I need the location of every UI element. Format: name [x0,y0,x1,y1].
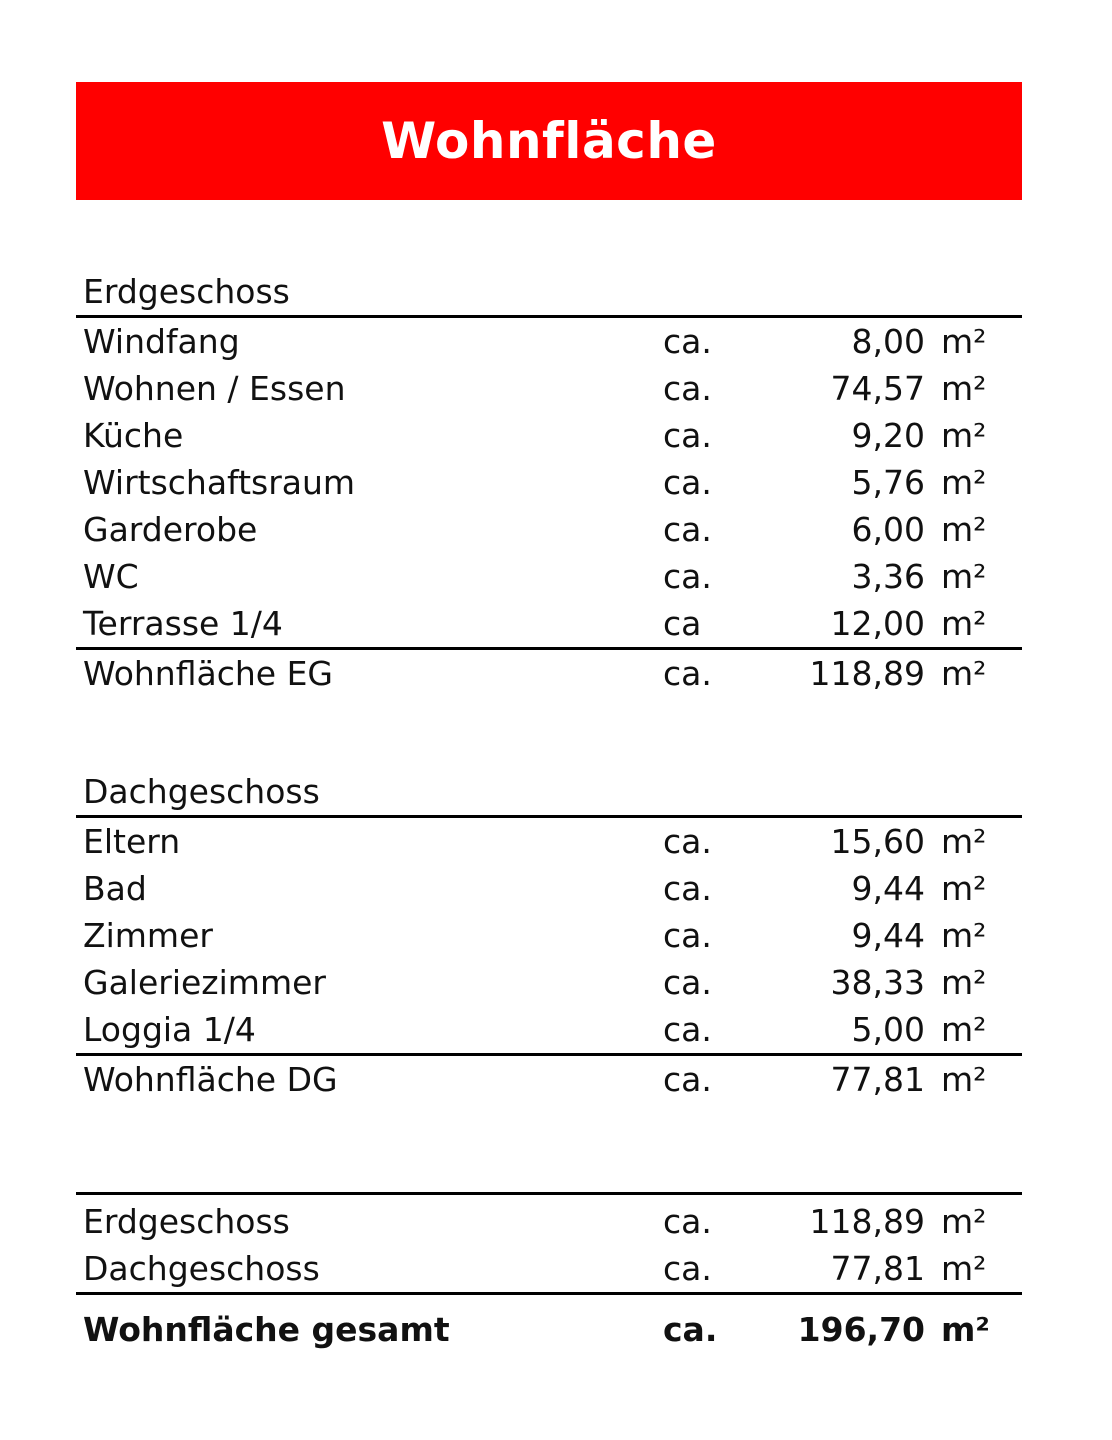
row-ca: ca. [663,322,712,361]
row-value: 118,89 [809,1202,925,1241]
title-banner [76,82,1022,200]
row-ca: ca. [663,654,712,693]
row-unit: m² [941,822,987,861]
row-value: 3,36 [851,557,925,596]
total-row [76,647,1022,697]
row-ca: ca. [663,416,712,455]
row-value: 77,81 [830,1060,925,1099]
row-unit: m² [941,557,987,596]
table-row [76,553,1022,600]
table-row [76,865,1022,912]
row-name: Galeriezimmer [83,963,326,1002]
table-row [76,912,1022,959]
row-value: 15,60 [830,822,925,861]
row-unit: m² [941,604,987,643]
page-title: Wohnfläche [381,112,717,170]
row-unit: m² [941,1202,987,1241]
row-value: 77,81 [830,1249,925,1288]
table-row [76,365,1022,412]
row-unit: m² [941,322,987,361]
row-ca: ca. [663,369,712,408]
row-value: 9,44 [851,916,925,955]
row-ca: ca. [663,1249,712,1288]
row-ca: ca. [663,822,712,861]
row-unit: m² [941,416,987,455]
row-name: Erdgeschoss [83,1202,290,1241]
row-value: 6,00 [851,510,925,549]
row-value: 5,00 [851,1010,925,1049]
row-ca: ca. [663,963,712,1002]
row-name: Terrasse 1/4 [83,604,283,643]
row-ca: ca. [663,916,712,955]
row-name: Wohnen / Essen [83,369,346,408]
row-unit: m² [941,1010,987,1049]
total-row [76,1053,1022,1103]
row-unit: m² [941,869,987,908]
row-unit: m² [941,1249,987,1288]
row-name: Dachgeschoss [83,1249,320,1288]
table-row [76,959,1022,1006]
section-erdgeschoss [76,269,1022,697]
row-name: Wirtschaftsraum [83,463,356,502]
row-unit: m² [941,510,987,549]
row-unit: m² [941,369,987,408]
row-unit: m² [941,963,987,1002]
row-value: 9,20 [851,416,925,455]
table-row [76,459,1022,506]
row-name: Wohnfläche DG [83,1060,338,1099]
row-ca: ca. [663,1310,718,1349]
row-name: Loggia 1/4 [83,1010,256,1049]
row-value: 38,33 [830,963,925,1002]
row-ca: ca. [663,510,712,549]
row-value: 118,89 [809,654,925,693]
row-value: 74,57 [830,369,925,408]
table-row [76,506,1022,553]
row-value: 196,70 [797,1310,925,1349]
row-unit: m² [941,654,987,693]
row-unit: m² [941,1060,987,1099]
row-name: Eltern [83,822,181,861]
row-name: Wohnfläche EG [83,654,333,693]
row-name: WC [83,557,139,596]
row-name: Garderobe [83,510,258,549]
row-ca: ca. [663,1010,712,1049]
table-row [76,1006,1022,1053]
row-name: Bad [83,869,147,908]
row-name: Zimmer [83,916,213,955]
row-ca: ca. [663,1202,712,1241]
row-ca: ca. [663,463,712,502]
row-unit: m² [941,463,987,502]
grand-total-row [76,1292,1022,1365]
section-heading: Dachgeschoss [76,769,1022,818]
row-name: Windfang [83,322,240,361]
table-row [76,818,1022,865]
table-row [76,1245,1022,1292]
row-name: Wohnfläche gesamt [83,1310,450,1349]
table-row [76,1198,1022,1245]
row-ca: ca. [663,1060,712,1099]
section-summary [76,1192,1022,1365]
row-ca: ca [663,604,702,643]
section-heading: Erdgeschoss [76,269,1022,318]
table-row [76,600,1022,647]
row-value: 12,00 [830,604,925,643]
row-value: 5,76 [851,463,925,502]
section-dachgeschoss [76,769,1022,1103]
table-row [76,318,1022,365]
row-ca: ca. [663,557,712,596]
row-value: 9,44 [851,869,925,908]
row-value: 8,00 [851,322,925,361]
row-unit: m² [941,916,987,955]
table-row [76,412,1022,459]
row-unit: m² [941,1310,990,1349]
row-name: Küche [83,416,184,455]
row-ca: ca. [663,869,712,908]
